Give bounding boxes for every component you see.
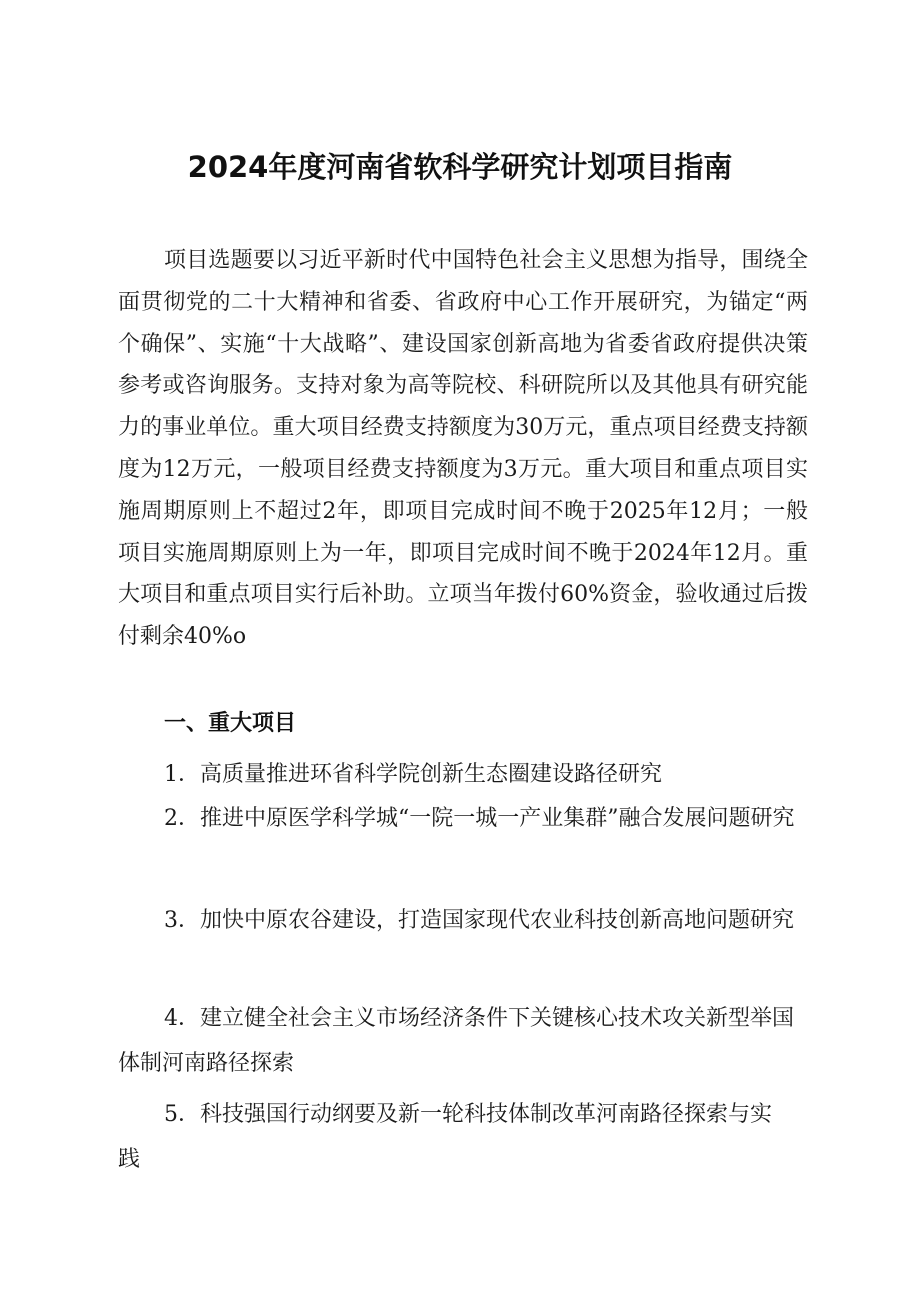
list-item: 4．建立健全社会主义市场经济条件下关键核心技术攻关新型举国体制河南路径探索: [118, 1006, 794, 1076]
list-item: 2．推进中原医学科学城“一院一城一产业集群”融合发展问题研究: [164, 806, 795, 831]
document-title: 2024年度河南省软科学研究计划项目指南: [187, 150, 733, 184]
list-item: 3．加快中原农谷建设，打造国家现代农业科技创新高地问题研究: [164, 908, 794, 933]
intro-paragraph: 项目选题要以习近平新时代中国特色社会主义思想为指导，围绕全面贯彻党的二十大精神和省委、省政府中心工作开展研究，为锚定“两个确保”、实施“十大战略”、建设国家创新高地为省委省政府提供决策参考或咨询服务。支持对象为高等院校、科研院所以及其他具有研究能力的事业单位。重大项目经费支持额度为30万元，重点项目经费支持额度为12万元，一般项目经费支持额度为3万元。重大项目和重点项目实施周期原则上不超过2年，即项目完成时间不晚于2025年12月；一般项目实施周期原则上为一年，即项目完成时间不晚于2024年12月。重大项目和重点项目实行后补助。立项当年拨付60%资金，验收通过后拨付剩余40%o: [118, 248, 808, 650]
list-item: 1．高质量推进环省科学院创新生态圈建设路径研究: [164, 762, 662, 787]
section-heading: 一、重大项目: [164, 711, 297, 736]
list-item: 5．科技强国行动纲要及新一轮科技体制改革河南路径探索与实践: [118, 1102, 772, 1172]
